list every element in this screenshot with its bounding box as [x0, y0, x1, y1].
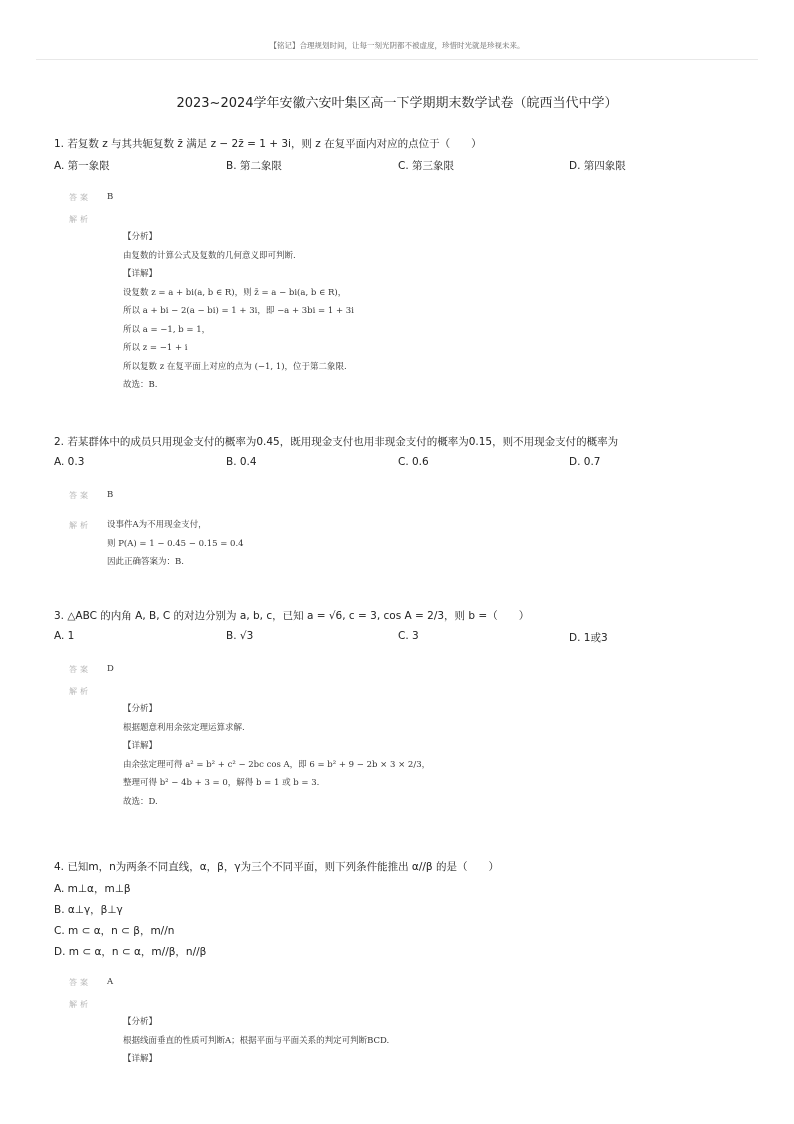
analysis-line: 由复数的计算公式及复数的几何意义即可判断.: [123, 250, 296, 261]
option-b: B. α⊥γ，β⊥γ: [54, 904, 123, 916]
answer-label: 答案: [69, 491, 91, 500]
option-c: C. 3: [398, 630, 419, 642]
analysis-line: 【分析】: [123, 232, 158, 242]
answer-label: 答案: [69, 978, 91, 987]
analysis-line: 故选：D.: [123, 796, 158, 807]
analysis-line: 设复数 z = a + bi(a, b ∈ R)，则 z̄ = a − bi(a, b ∈ R)，: [123, 287, 347, 298]
analysis-block: [69, 216, 754, 395]
analysis-block: [69, 1001, 754, 1069]
header-divider: [36, 59, 758, 60]
question-stem: 4. 已知m，n为两条不同直线，α，β，γ为三个不同平面，则下列条件能推出 α//β 的是（ ）: [54, 861, 499, 873]
analysis-line: 所以 a = −1, b = 1，: [123, 324, 211, 335]
answer-row: [69, 664, 754, 684]
answer-value: A: [107, 977, 114, 987]
answer-value: B: [107, 490, 114, 500]
question-3: [54, 608, 754, 811]
answer-value: D: [107, 664, 114, 674]
answer-label: 答案: [69, 665, 91, 674]
analysis-line: 【分析】: [123, 1017, 158, 1027]
answer-row: [69, 192, 754, 212]
analysis-line: 设事件A为不用现金支付，: [107, 520, 207, 530]
option-a: A. m⊥α，m⊥β: [54, 883, 131, 895]
analysis-label: 解析: [69, 1000, 91, 1009]
question-stem: 1. 若复数 z 与其共轭复数 z̄ 满足 z − 2z̄ = 1 + 3i，则 z 在复平面内对应的点位于（ ）: [54, 138, 482, 150]
option-d: D. 1或3: [569, 632, 608, 644]
analysis-label: 解析: [69, 215, 91, 224]
analysis-line: 所以 a + bi − 2(a − bi) = 1 + 3i，即 −a + 3bi = 1 + 3i: [123, 306, 354, 316]
motto: 【铭记】合理规划时间，让每一刻光阴都不被虚度，珍惜时光就是珍视未来。: [269, 41, 525, 50]
analysis-line: 根据题意利用余弦定理运算求解.: [123, 722, 245, 733]
option-b: B. 0.4: [226, 456, 257, 468]
option-c: C. m ⊂ α，n ⊂ β，m//n: [54, 925, 175, 937]
analysis-line: 故选：B.: [123, 380, 158, 390]
analysis-line: 所以 z = −1 + i: [123, 343, 188, 353]
question-stem: 2. 若某群体中的成员只用现金支付的概率为0.45，既用现金支付也用非现金支付的概率为0.15，则不用现金支付的概率为: [54, 436, 619, 448]
question-1: [54, 136, 754, 395]
page-title: 2023~2024学年安徽六安叶集区高一下学期期末数学试卷（皖西当代中学）: [176, 96, 618, 111]
analysis-line: 根据线面垂直的性质可判断A；根据平面与平面关系的判定可判断BCD.: [123, 1035, 390, 1046]
analysis-line: 因此正确答案为：B.: [107, 557, 184, 567]
analysis-line: 【详解】: [123, 741, 158, 751]
option-b: B. √3: [226, 630, 254, 642]
option-a: A. 0.3: [54, 456, 85, 468]
answer-value: B: [107, 192, 114, 202]
option-a: A. 1: [54, 630, 75, 642]
option-a: A. 第一象限: [54, 160, 110, 172]
option-b: B. 第二象限: [226, 160, 282, 172]
analysis-line: 整理可得 b² − 4b + 3 = 0，解得 b = 1 或 b = 3.: [123, 778, 320, 788]
analysis-line: 【分析】: [123, 704, 158, 714]
analysis-line: 所以复数 z 在复平面上对应的点为 (−1, 1)，位于第二象限.: [123, 361, 347, 372]
analysis-line: 由余弦定理可得 a² = b² + c² − 2bc cos A，即 6 = b² + 9 − 2b × 3 × 2/3，: [123, 759, 431, 770]
question-4: [54, 859, 754, 1069]
analysis-block: [69, 688, 754, 811]
analysis-line: 【详解】: [123, 269, 158, 279]
option-d: D. 第四象限: [569, 160, 626, 172]
question-2: [54, 434, 754, 572]
analysis-label: 解析: [69, 687, 91, 696]
analysis-label: 解析: [69, 521, 91, 530]
option-d: D. 0.7: [569, 456, 601, 468]
analysis-line: 【详解】: [123, 1054, 158, 1064]
option-c: C. 第三象限: [398, 160, 455, 172]
option-c: C. 0.6: [398, 456, 429, 468]
answer-row: [69, 977, 754, 997]
question-stem: 3. △ABC 的内角 A, B, C 的对边分别为 a, b, c，已知 a = √6, c = 3, cos A = 2/3，则 b =（ ）: [54, 610, 530, 622]
answer-row: [69, 490, 754, 512]
answer-label: 答案: [69, 193, 91, 202]
option-d: D. m ⊂ α，n ⊂ α，m//β，n//β: [54, 946, 207, 958]
analysis-line: 则 P(A) = 1 − 0.45 − 0.15 = 0.4: [107, 538, 244, 549]
analysis-block: [69, 516, 754, 572]
